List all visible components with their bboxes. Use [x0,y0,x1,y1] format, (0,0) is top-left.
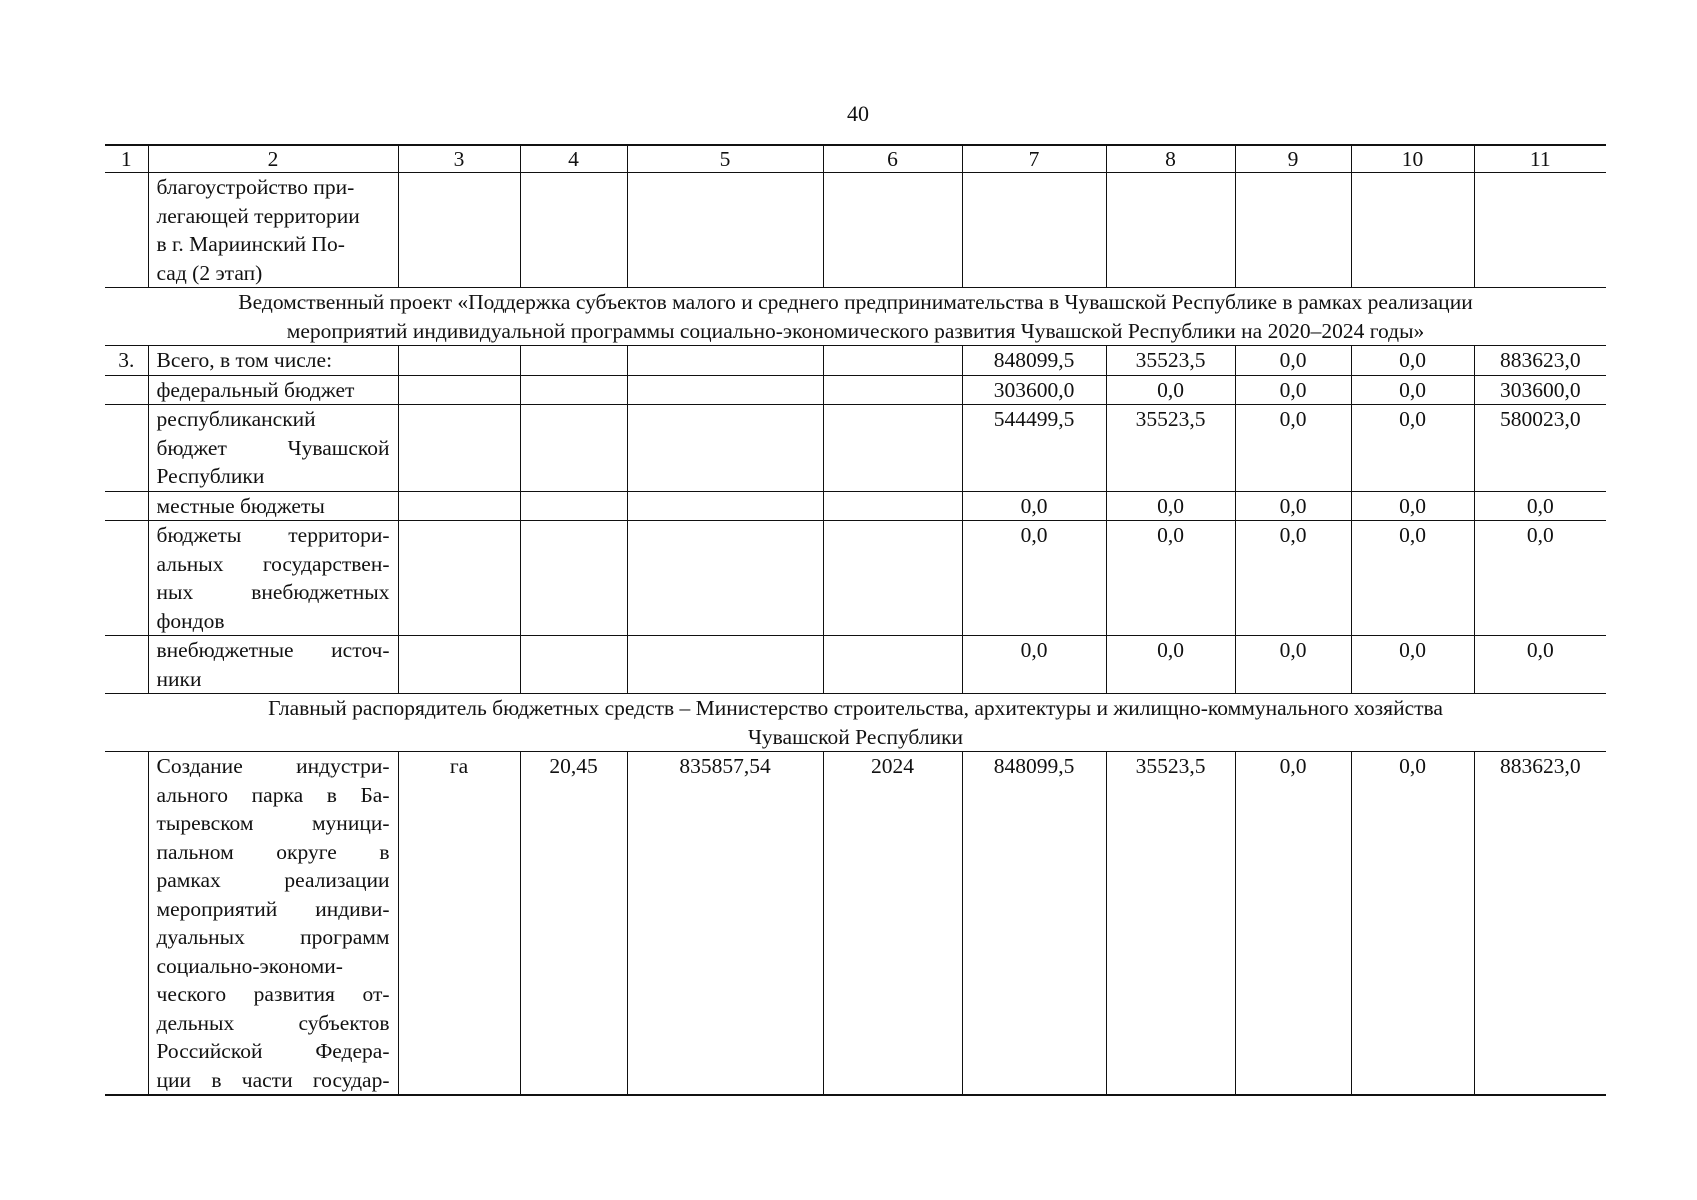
empty-cell [398,636,520,694]
row-name-line: республиканский [156,407,316,431]
row-name-line: Всего, в том числе: [156,348,333,372]
value-cell-col10: 0,0 [1351,405,1474,492]
row-name-cell [148,173,398,288]
empty-cell [627,375,823,405]
page-number: 40 [847,101,869,126]
value-cell-col10: 0,0 [1351,375,1474,405]
value-cell-col8: 35523,5 [1106,752,1235,1096]
row-index [105,405,148,492]
row-name-cell [148,405,398,492]
column-header: 5 [627,145,823,173]
value-cell-col7: 0,0 [962,521,1106,636]
funding-row-local [105,491,1606,521]
empty-cell [1106,173,1235,288]
value-cell-col9: 0,0 [1235,752,1351,1096]
band-line: Ведомственный проект «Поддержка субъектов малого и среднего предпринимательства в Чувашской Республике в рамках реализации [238,290,1473,314]
column-header: 2 [148,145,398,173]
row-index [105,375,148,405]
empty-cell [823,173,962,288]
empty-cell [627,521,823,636]
value-cell-col10: 0,0 [1351,636,1474,694]
value-cell-col11: 883623,0 [1474,752,1606,1096]
continuation-row [105,173,1606,288]
band-line: Главный распорядитель бюджетных средств – Министерство строительства, архитектуры и жилищно-коммунального хозяйства [268,696,1443,720]
band-line: Чувашской Республики [747,724,964,749]
empty-cell [627,173,823,288]
value-cell-col9: 0,0 [1235,491,1351,521]
row-name-line: пальном округе в [156,839,390,864]
row-name-line: в г. Мариинский По- [156,232,345,256]
column-header: 10 [1351,145,1474,173]
empty-cell [823,375,962,405]
row-name-line: ального парка в Ба- [156,782,390,807]
value-cell-col11: 303600,0 [1474,375,1606,405]
value-cell-col7: 0,0 [962,491,1106,521]
empty-cell [627,491,823,521]
value-cell-col8: 0,0 [1106,491,1235,521]
value-cell-col10: 0,0 [1351,752,1474,1096]
empty-cell [1351,173,1474,288]
column-header-row [105,145,1606,173]
funding-row-territorial-funds [105,521,1606,636]
row-name-cell [148,375,398,405]
empty-cell [823,521,962,636]
value-cell-col11: 883623,0 [1474,346,1606,376]
value-cell-col8: 0,0 [1106,636,1235,694]
value-cell-col9: 0,0 [1235,375,1351,405]
empty-cell [823,491,962,521]
empty-cell [823,405,962,492]
empty-cell [520,405,627,492]
row-name-line: бюджет Чувашской [156,435,390,460]
row-name-line: Создание индустри- [156,754,390,778]
column-header: 8 [1106,145,1235,173]
row-name-line: внебюджетные источ- [156,638,390,662]
row-name-cell [148,636,398,694]
value-cell-col7: 848099,5 [962,346,1106,376]
row-name-line: дуальных программ [156,925,390,949]
row-name-line: благоустройство при- [156,175,355,199]
value-cell-col10: 0,0 [1351,491,1474,521]
empty-cell [962,173,1106,288]
row-name-cell [148,346,398,376]
funding-row-republican [105,405,1606,492]
row-index [105,521,148,636]
empty-cell [520,636,627,694]
value-cell-col10: 0,0 [1351,346,1474,376]
value-cell-col9: 0,0 [1235,521,1351,636]
empty-cell [627,636,823,694]
empty-cell [398,405,520,492]
value-cell-col9: 0,0 [1235,405,1351,492]
row-name-line: сад (2 этап) [156,260,263,285]
row-name-line: мероприятий индиви- [156,896,390,921]
row-name-line: Российской Федера- [156,1039,390,1063]
funding-row-extrabudgetary [105,636,1606,694]
column-header: 6 [823,145,962,173]
value-cell-col7: 544499,5 [962,405,1106,492]
empty-cell [520,173,627,288]
empty-cell [398,491,520,521]
funding-row-total [105,346,1606,376]
value-cell-col11: 0,0 [1474,491,1606,521]
year-cell: 2024 [823,752,962,1096]
empty-cell [823,636,962,694]
capacity-cell: 20,45 [520,752,627,1096]
empty-cell [520,375,627,405]
budget-table [105,144,1606,1096]
empty-cell [398,346,520,376]
column-header: 11 [1474,145,1606,173]
empty-cell [398,173,520,288]
project-band-title [105,288,1606,346]
row-name-line: тыревском муници- [156,811,390,835]
value-cell-col9: 0,0 [1235,346,1351,376]
row-name-line: местные бюджеты [156,493,325,518]
row-name-cell [148,521,398,636]
column-header: 7 [962,145,1106,173]
manager-band-row [105,694,1606,752]
value-cell-col7: 0,0 [962,636,1106,694]
value-cell-col10: 0,0 [1351,521,1474,636]
row-index: 3. [105,346,148,376]
empty-cell [823,346,962,376]
row-name-cell [148,752,398,1096]
empty-cell [1474,173,1606,288]
column-header: 3 [398,145,520,173]
empty-cell [520,346,627,376]
empty-cell [627,405,823,492]
column-header: 1 [105,145,148,173]
funding-row-federal [105,375,1606,405]
value-cell-col9: 0,0 [1235,636,1351,694]
value-cell-col8: 0,0 [1106,375,1235,405]
band-line: мероприятий индивидуальной программы социально-экономического развития Чувашской Республики на 2020–2024 годы» [286,318,1425,343]
row-name-line: легающей территории [156,203,360,228]
value-cell-col8: 35523,5 [1106,405,1235,492]
row-name-line: социально-экономи- [156,953,343,978]
unit-cell: га [398,752,520,1096]
empty-cell [627,346,823,376]
empty-cell [398,521,520,636]
empty-cell [520,521,627,636]
value-cell-col7: 848099,5 [962,752,1106,1096]
row-name-line: ции в части государ- [156,1067,390,1092]
estimated-cost-cell: 835857,54 [627,752,823,1096]
column-header: 9 [1235,145,1351,173]
value-cell-col11: 0,0 [1474,636,1606,694]
row-name-line: дельных субъектов [156,1010,390,1035]
value-cell-col11: 0,0 [1474,521,1606,636]
row-index-cell [105,173,148,288]
value-cell-col7: 303600,0 [962,375,1106,405]
row-name-line: ники [156,666,202,691]
row-index [105,636,148,694]
value-cell-col8: 35523,5 [1106,346,1235,376]
row-name-line: ческого развития от- [156,982,390,1006]
empty-cell [398,375,520,405]
empty-cell [520,491,627,521]
row-name-line: федеральный бюджет [156,377,355,402]
value-cell-col8: 0,0 [1106,521,1235,636]
row-name-cell [148,491,398,521]
row-name-line: альных государствен- [156,551,390,576]
row-name-line: бюджеты территори- [156,523,390,547]
manager-band-title [105,694,1606,752]
column-header: 4 [520,145,627,173]
row-name-line: фондов [156,608,225,633]
empty-cell [1235,173,1351,288]
row-name-line: ных внебюджетных [156,580,390,604]
row-index [105,491,148,521]
row-name-line: Республики [156,464,265,488]
value-cell-col11: 580023,0 [1474,405,1606,492]
row-index-cell [105,752,148,1096]
object-row [105,752,1606,1096]
project-band-row [105,288,1606,346]
row-name-line: рамках реализации [156,868,390,892]
